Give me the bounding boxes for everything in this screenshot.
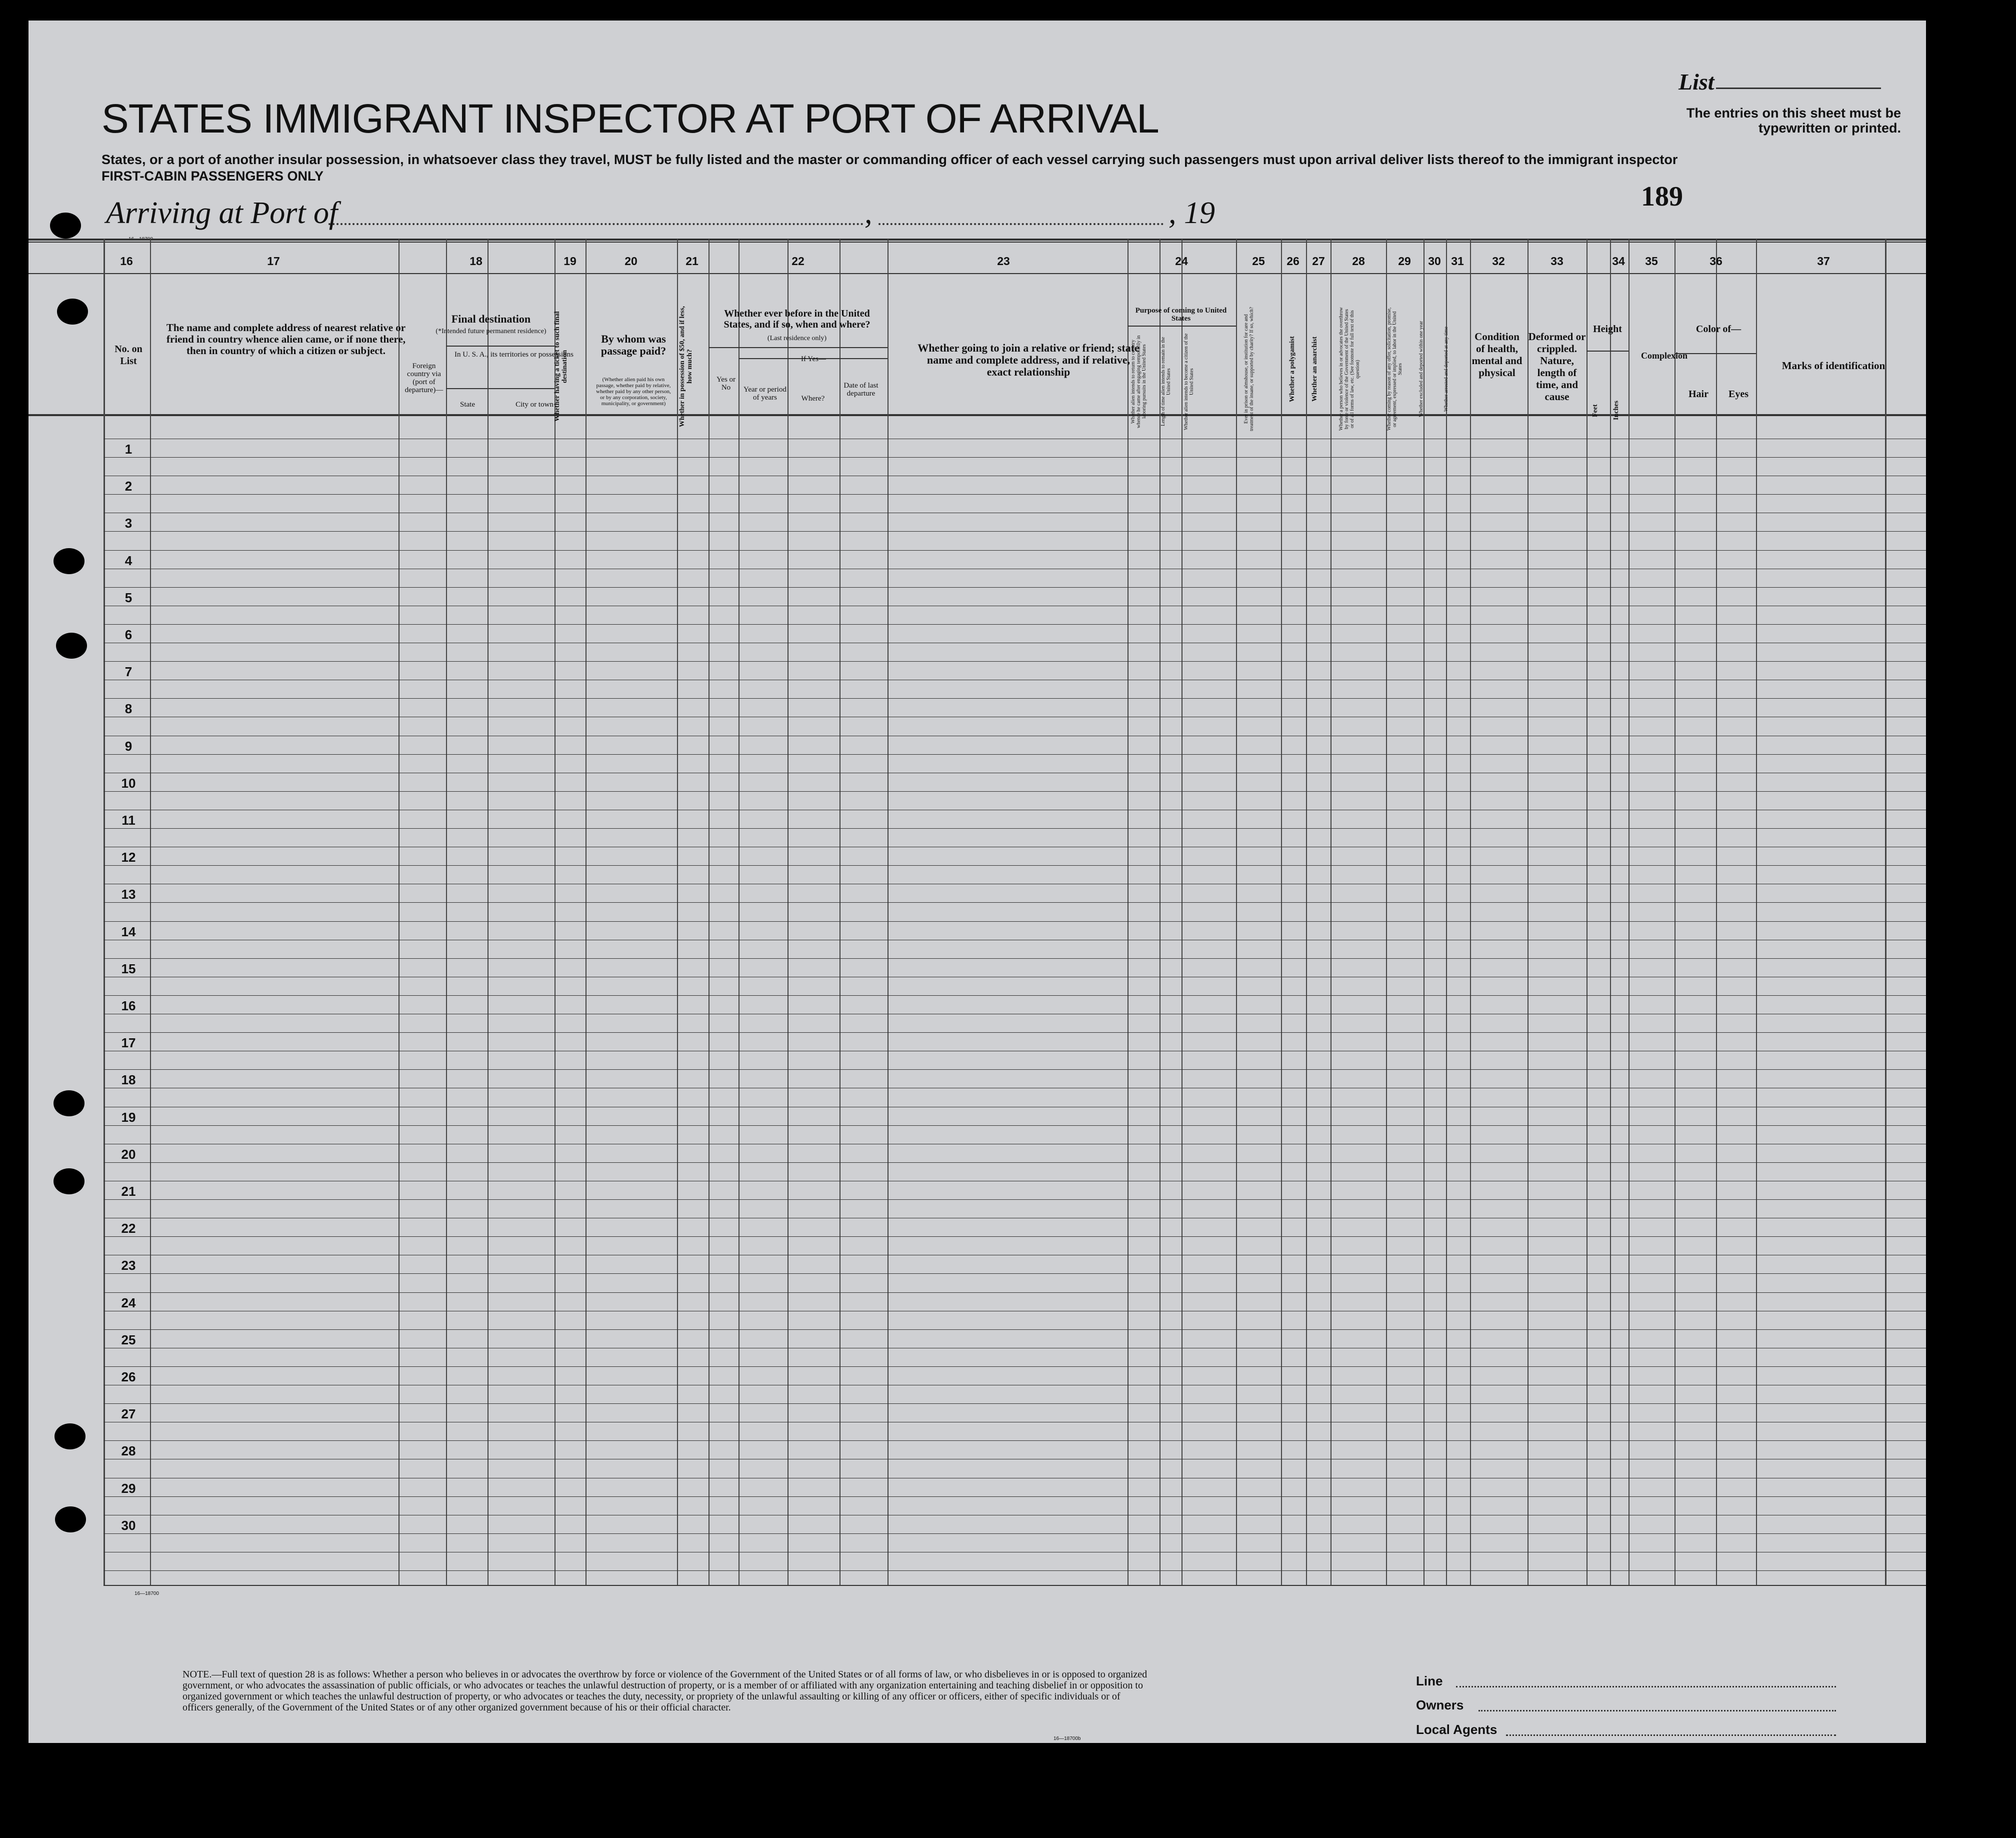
- year-stamp: 189: [1641, 181, 1683, 212]
- owners-blank: [1478, 1710, 1836, 1711]
- form-title: STATES IMMIGRANT INSPECTOR AT PORT OF ARRIVAL: [102, 96, 1159, 142]
- arriving-label: Arriving at Port of: [106, 196, 338, 230]
- column-number: 33: [1550, 255, 1564, 268]
- grid-vline: [1236, 239, 1237, 1585]
- grid-vline: [1716, 239, 1717, 1585]
- grid-hline: [104, 791, 1926, 792]
- grid-hline: [104, 1403, 1926, 1404]
- line-label: Line: [1416, 1673, 1443, 1688]
- column-number: 35: [1645, 255, 1658, 268]
- header-col22-ifyes: If Yes—: [800, 355, 826, 363]
- grid-hline: [104, 865, 1926, 866]
- header-col24-b: Length of time alien intends to remain in the United States: [1160, 337, 1172, 427]
- punch-hole: [55, 1506, 86, 1532]
- row-number: 26: [121, 1369, 136, 1384]
- column-number: 30: [1428, 255, 1441, 268]
- punch-hole: [54, 1090, 84, 1116]
- year-prefix: , 19: [1168, 196, 1215, 230]
- grid-hline: [104, 958, 1926, 959]
- punch-hole: [54, 1168, 84, 1194]
- column-number: 36: [1710, 255, 1722, 268]
- grid-hline: [446, 388, 554, 389]
- row-number: 11: [122, 813, 136, 828]
- header-col22-yesno: Yes or No: [716, 376, 736, 392]
- row-number: 30: [121, 1518, 136, 1533]
- row-number: 10: [121, 776, 136, 791]
- header-col20-sub: (Whether alien paid his own passage, whether paid by relative, whether paid by any other person, or by any corporation, society, municipality, or government): [596, 377, 671, 407]
- row-number: 4: [124, 553, 132, 568]
- grid-hline: [28, 239, 1926, 241]
- grid-hline: [104, 1236, 1926, 1237]
- header-col35: Complexion: [1641, 351, 1688, 361]
- column-number: 26: [1286, 255, 1300, 268]
- grid-hline: [104, 1292, 1926, 1293]
- row-number: 17: [121, 1035, 136, 1050]
- column-number: 20: [624, 255, 638, 268]
- header-col18-usa: In U. S. A., its territories or possessions: [454, 351, 574, 359]
- grid-hline: [104, 995, 1926, 996]
- column-number: 37: [1817, 255, 1830, 268]
- grid-hline: [104, 1273, 1926, 1274]
- row-number: 20: [121, 1147, 136, 1162]
- row-number: 13: [121, 887, 136, 902]
- grid-hline: [104, 754, 1926, 755]
- header-col24-title: Purpose of coming to United States: [1135, 307, 1227, 323]
- header-col26: Whether a polygamist: [1288, 336, 1296, 402]
- grid-hline: [104, 1032, 1926, 1033]
- row-number: 29: [121, 1481, 136, 1496]
- grid-vline: [1586, 239, 1588, 1585]
- punch-hole: [54, 548, 84, 574]
- form-subtitle: [102, 152, 1752, 185]
- header-col18-foreign: Foreign country via (port of departure)—: [404, 362, 444, 394]
- header-col20-title: By whom was passage paid?: [600, 333, 666, 357]
- grid-hline: [1128, 326, 1236, 327]
- header-col29: Whether coming by reason of any offer, solicitation, promise, or agreement, expressed or implied, to labor in the United States: [1386, 307, 1403, 431]
- column-number: 17: [267, 255, 280, 268]
- entries-note: The entries on this sheet must be typewritten or printed.: [1686, 106, 1901, 136]
- port-blank-line: [328, 223, 864, 225]
- grid-hline: [104, 1125, 1926, 1126]
- grid-hline: [28, 242, 1926, 243]
- list-label: List: [1678, 69, 1714, 95]
- form-code-top: 16—18700: [128, 237, 153, 242]
- header-col25: Ever in prison or almshouse, or institution for care and treatment of the insane, or supported by charity? If so, which?: [1244, 307, 1254, 432]
- column-number: 21: [686, 255, 698, 268]
- footnote-form-code: 16—18700b: [1054, 1736, 1081, 1741]
- grid-hline: [104, 1585, 1926, 1586]
- row-number: 24: [121, 1295, 136, 1310]
- header-col33: Deformed or crippled. Nature, length of time, and cause: [1528, 331, 1586, 403]
- grid-vline: [554, 239, 556, 1585]
- header-col16: No. on List: [114, 344, 142, 367]
- column-number: 31: [1451, 255, 1464, 268]
- column-number: 25: [1252, 255, 1265, 268]
- grid-hline: [104, 902, 1926, 903]
- footnote-label: NOTE.: [182, 1669, 212, 1680]
- punch-hole: [50, 213, 81, 239]
- column-number: 22: [792, 255, 804, 268]
- column-number: 28: [1352, 255, 1365, 268]
- column-number: 29: [1398, 255, 1411, 268]
- grid-hline: [104, 531, 1926, 532]
- grid-vline: [446, 239, 447, 1585]
- row-number: 8: [124, 701, 132, 716]
- comma-mark: ,: [864, 196, 872, 230]
- header-col28: Whether a person who believes in or advocates the overthrow by force or violence of the Government of the United States or of all forms of law, etc. (See footnote for full text of this question): [1338, 307, 1360, 431]
- row-number: 3: [124, 516, 132, 531]
- row-number: 1: [124, 442, 132, 457]
- grid-hline: [28, 273, 1926, 274]
- header-col37: Marks of identification: [1782, 360, 1886, 372]
- column-number: 23: [997, 255, 1010, 268]
- grid-vline: [1330, 239, 1332, 1585]
- grid-hline: [104, 1329, 1926, 1330]
- column-number: 19: [564, 255, 576, 268]
- grid-hline: [708, 347, 888, 348]
- grid-vline: [677, 239, 678, 1585]
- column-number: 34: [1612, 255, 1625, 268]
- header-col21: Whether in possession of $50, and if less, how much?: [678, 306, 694, 428]
- grid-hline: [104, 1533, 1926, 1534]
- grid-hline: [104, 1199, 1926, 1200]
- grid-vline: [1281, 239, 1282, 1585]
- grid-hline: [104, 661, 1926, 662]
- header-col22-sub: (Last residence only): [767, 335, 827, 342]
- grid-vline: [1470, 239, 1471, 1585]
- header-col36-eyes: Eyes: [1728, 389, 1748, 400]
- column-number: 27: [1312, 255, 1325, 268]
- column-number: 18: [470, 255, 482, 268]
- row-number: 16: [121, 998, 136, 1013]
- grid-vline: [398, 239, 400, 1585]
- grid-hline: [104, 1366, 1926, 1367]
- row-number: 18: [121, 1072, 136, 1087]
- footnote-text: —Full text of question 28 is as follows: Whether a person who believes in or advocates the overthrow by force or violence of the Government of the United States or of all forms of law, or who disbelieves in or is opposed to organized government, or who advocates the assassination of public officials, or who advocates or teaches the unlawful destruction of property, or is a member of or affiliated with any organization entertaining and teaching disbelief in or opposition to organized government or which teaches the unlawful destruction of property, or who advocates or teaches the duty, necessity, or propriety of the unlawful assaulting or killing of any officer or officers, either of specific individuals or of officers generally, of the Government of the United States or of any other organized government because of his or their official character.: [182, 1669, 1148, 1713]
- grid-vline: [1446, 239, 1447, 1585]
- row-number: 28: [121, 1443, 136, 1458]
- row-number: 14: [121, 924, 136, 939]
- grid-hline: [104, 1069, 1926, 1070]
- header-col31: Whether arrested and deported at any time: [1444, 327, 1449, 412]
- grid-hline: [104, 828, 1926, 829]
- header-col18-title: Final destination: [451, 313, 531, 325]
- grid-hline: [104, 587, 1926, 588]
- grid-hline: [104, 921, 1926, 922]
- row-number: 7: [124, 664, 132, 679]
- header-col34-feet: Feet: [1592, 404, 1599, 417]
- header-col36-hair: Hair: [1688, 389, 1708, 400]
- manifest-sheet: [28, 21, 1926, 1743]
- subtitle-line-1: States, or a port of another insular possession, in whatsoever class they travel, MUST be fully listed and the master or commanding officer of each vessel carrying such passengers must upon arrival deliver lists thereof to the immigrant inspector: [102, 152, 1678, 167]
- row-number: 6: [124, 627, 132, 642]
- grid-vline: [1756, 239, 1757, 1585]
- header-col18-city: City or town: [516, 401, 554, 409]
- grid-hline: [104, 457, 1926, 458]
- header-col17: The name and complete address of nearest relative or friend in country whence alien came, or if none there, then in country of which a citizen or subject.: [166, 322, 406, 357]
- row-number: 22: [121, 1221, 136, 1236]
- row-number: 5: [124, 590, 132, 605]
- header-col32: Condition of health, mental and physical: [1472, 331, 1522, 379]
- header-col36-title: Color of—: [1696, 324, 1742, 335]
- local-agents-blank: [1506, 1734, 1836, 1736]
- grid-hline: [28, 414, 1926, 416]
- grid-hline: [104, 1570, 1926, 1571]
- column-number: 32: [1492, 255, 1505, 268]
- owners-label: Owners: [1416, 1697, 1464, 1712]
- header-col19: Whether having a ticket to such final destination: [554, 311, 568, 422]
- grid-vline: [1674, 239, 1676, 1585]
- line-blank: [1456, 1686, 1836, 1687]
- header-col22-year: Year or period of years: [744, 386, 786, 402]
- grid-hline: [104, 624, 1926, 625]
- header-col34-title: Height: [1593, 324, 1622, 335]
- column-number: 16: [120, 255, 133, 268]
- grid-vline: [738, 239, 740, 1585]
- row-number: 15: [121, 961, 136, 976]
- header-col22-title: Whether ever before in the United States, and if so, when and where?: [724, 308, 870, 330]
- header-col22-date: Date of last departure: [844, 382, 878, 398]
- grid-vline: [150, 239, 151, 1585]
- grid-vline: [708, 239, 710, 1585]
- row-number: 19: [121, 1110, 136, 1125]
- punch-hole: [56, 633, 87, 659]
- grid-vline: [1306, 239, 1307, 1585]
- row-number: 12: [121, 850, 136, 865]
- row-number: 27: [121, 1406, 136, 1421]
- row-number: 25: [121, 1332, 136, 1347]
- header-col27: Whether an anarchist: [1311, 336, 1318, 402]
- header-col22-where: Where?: [801, 395, 825, 403]
- punch-hole: [57, 299, 88, 325]
- list-number-line: [1716, 88, 1881, 89]
- header-col24-c: Whether alien intends to become a citizen of the United States: [1184, 333, 1194, 430]
- header-col24-a: Whether alien intends to return to country whence he came after engaging temporarily in laboring pursuits in the United States: [1130, 335, 1147, 428]
- header-col30: Whether excluded and deported within one year: [1418, 321, 1424, 418]
- local-agents-label: Local Agents: [1416, 1722, 1498, 1737]
- grid-hline: [104, 1440, 1926, 1441]
- row-number: 23: [121, 1258, 136, 1273]
- subtitle-line-2: FIRST-CABIN PASSENGERS ONLY: [102, 169, 324, 184]
- header-col18-sub: (*Intended future permanent residence): [436, 328, 546, 335]
- grid-hline: [104, 698, 1926, 699]
- column-number: 24: [1175, 255, 1188, 268]
- grid-hline: [446, 346, 554, 347]
- grid-vline: [1628, 239, 1630, 1585]
- grid-hline: [104, 1496, 1926, 1497]
- grid-hline: [104, 1162, 1926, 1163]
- grid-vline: [1386, 239, 1387, 1585]
- header-col23: Whether going to join a relative or friend; state name and complete address, and if relative, exact relationship: [918, 342, 1140, 378]
- row-number: 21: [121, 1184, 136, 1199]
- grid-hline: [104, 494, 1926, 495]
- form-code-bottom: 16—18700: [134, 1591, 159, 1596]
- grid-vline: [1885, 239, 1886, 1585]
- row-number: 9: [124, 739, 132, 754]
- grid-vline: [1610, 239, 1611, 1585]
- grid-hline: [1586, 351, 1628, 352]
- footnote-question-28: [182, 1669, 1152, 1713]
- header-col34-inches: Inches: [1612, 401, 1620, 421]
- header-col18-state: State: [460, 401, 475, 409]
- grid-hline: [104, 550, 1926, 551]
- row-number: 2: [124, 479, 132, 494]
- date-blank-line: [878, 223, 1164, 225]
- punch-hole: [54, 1423, 86, 1449]
- grid-vline: [104, 239, 105, 1585]
